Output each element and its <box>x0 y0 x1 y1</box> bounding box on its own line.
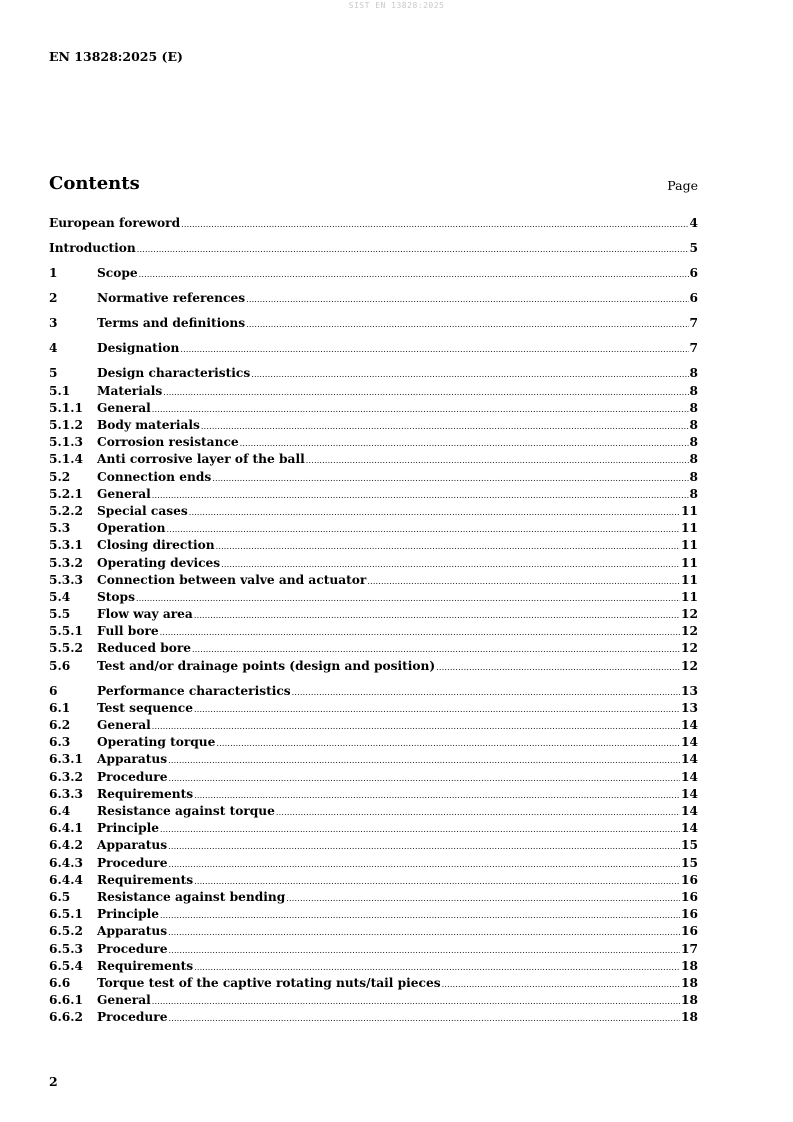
dot-leader <box>168 942 680 959</box>
dot-leader <box>246 316 688 333</box>
dot-leader <box>221 556 680 573</box>
dot-leader <box>251 366 688 383</box>
dot-leader <box>168 856 680 873</box>
toc-entry-page: 14 <box>681 769 698 784</box>
dot-leader <box>194 873 680 890</box>
toc-entry-title: Body materials <box>97 418 200 433</box>
toc-entry-page: 12 <box>681 658 698 673</box>
dot-leader <box>306 452 689 469</box>
toc-entry-page: 11 <box>681 572 698 587</box>
toc-entry[interactable] <box>49 215 698 232</box>
toc-entry-page: 8 <box>689 366 698 381</box>
toc-entry[interactable] <box>49 683 698 700</box>
toc-entry-number: 4 <box>49 341 58 356</box>
toc-entry-number: 5.1.1 <box>49 400 83 415</box>
toc-entry-number: 5.5.1 <box>49 624 83 639</box>
toc-entry-number: 6.5.3 <box>49 941 83 956</box>
toc-entry-page: 16 <box>681 924 698 939</box>
toc-entry[interactable] <box>49 941 698 958</box>
toc-entry-title: Closing direction <box>97 538 215 553</box>
toc-entry[interactable] <box>49 365 698 382</box>
dot-leader <box>212 470 688 487</box>
dot-leader <box>246 291 688 308</box>
toc-entry[interactable] <box>49 923 698 940</box>
toc-entry-number: 6.6.2 <box>49 1010 83 1025</box>
toc-entry-title: Requirements <box>97 872 194 887</box>
dot-leader <box>168 770 680 787</box>
toc-entry[interactable] <box>49 992 698 1009</box>
toc-entry-title: Requirements <box>97 958 194 973</box>
toc-entry[interactable] <box>49 451 698 468</box>
dot-leader <box>276 804 680 821</box>
toc-entry-number: 5.3.1 <box>49 538 83 553</box>
toc-entry-number: 5.1.3 <box>49 435 83 450</box>
toc-entry-title: Scope <box>97 266 138 281</box>
toc-entry[interactable] <box>49 975 698 992</box>
toc-entry-page: 16 <box>681 872 698 887</box>
toc-entry-title: Test sequence <box>97 700 193 715</box>
page-number: 2 <box>49 1074 58 1089</box>
toc-entry-page: 16 <box>681 907 698 922</box>
toc-entry-number: 5.1.4 <box>49 452 83 467</box>
toc-entry-number: 6.5.4 <box>49 958 83 973</box>
toc-entry-title: Apparatus <box>97 924 168 939</box>
toc-entry[interactable] <box>49 640 698 657</box>
toc-entry-number: 5.3.3 <box>49 572 83 587</box>
toc-entry-page: 14 <box>681 718 698 733</box>
toc-entry-number: 6.4.2 <box>49 838 83 853</box>
toc-entry-number: 5.1 <box>49 383 71 398</box>
dot-leader <box>180 341 688 358</box>
toc-entry[interactable] <box>49 606 698 623</box>
toc-entry-number: 6.1 <box>49 700 71 715</box>
toc-entry-title: Corrosion resistance <box>97 435 239 450</box>
toc-entry-number: 6.4.4 <box>49 872 83 887</box>
toc-entry-title: Operating devices <box>97 555 221 570</box>
dot-leader <box>152 718 680 735</box>
toc-entry[interactable] <box>49 290 698 307</box>
toc-entry[interactable] <box>49 469 698 486</box>
toc-entry-number: 6 <box>49 683 58 698</box>
toc-entry-page: 8 <box>689 400 698 415</box>
toc-entry[interactable] <box>49 572 698 589</box>
toc-entry-title: General <box>97 400 151 415</box>
toc-entry-page: 5 <box>689 241 698 256</box>
toc-entry-page: 14 <box>681 804 698 819</box>
toc-entry-number: 5.2.2 <box>49 503 83 518</box>
toc-entry-title: Principle <box>97 821 160 836</box>
toc-entry-page: 7 <box>689 341 698 356</box>
toc-entry-title: Connection ends <box>97 469 212 484</box>
toc-entry-title: Test and/or drainage points (design and position) <box>97 658 436 673</box>
dot-leader <box>286 890 680 907</box>
toc-entry-number: 6.6.1 <box>49 993 83 1008</box>
contents-title: Contents <box>49 173 140 194</box>
dot-leader <box>436 659 680 676</box>
toc-entry-page: 18 <box>681 975 698 990</box>
dot-leader <box>181 216 688 233</box>
dot-leader <box>152 487 689 504</box>
toc-entry-number: 5.1.2 <box>49 418 83 433</box>
toc-entry-page: 18 <box>681 1010 698 1025</box>
toc-entry[interactable] <box>49 769 698 786</box>
toc-entry-page: 18 <box>681 958 698 973</box>
dot-leader <box>163 384 688 401</box>
toc-entry[interactable] <box>49 434 698 451</box>
toc-entry-page: 8 <box>689 469 698 484</box>
toc-entry[interactable] <box>49 872 698 889</box>
dot-leader <box>194 959 680 976</box>
toc-entry-number: 6.3.1 <box>49 752 83 767</box>
toc-entry-page: 14 <box>681 752 698 767</box>
toc-entry[interactable] <box>49 315 698 332</box>
toc-entry-title: Operation <box>97 521 166 536</box>
toc-entry-page: 11 <box>681 538 698 553</box>
dot-leader <box>166 521 680 538</box>
toc-entry-title: Procedure <box>97 769 168 784</box>
toc-entry-title: General <box>97 993 151 1008</box>
toc-entry-page: 8 <box>689 435 698 450</box>
dot-leader <box>152 993 680 1010</box>
dot-leader <box>194 607 680 624</box>
dot-leader <box>216 538 680 555</box>
toc-entry-number: 6.3.2 <box>49 769 83 784</box>
page-column-label: Page <box>667 178 698 193</box>
toc-entry-page: 8 <box>689 486 698 501</box>
toc-entry-number: 6.4.1 <box>49 821 83 836</box>
toc-entry-page: 6 <box>689 266 698 281</box>
toc-entry[interactable] <box>49 837 698 854</box>
toc-entry-page: 8 <box>689 452 698 467</box>
dot-leader <box>240 435 689 452</box>
dot-leader <box>168 1010 680 1027</box>
toc-entry[interactable] <box>49 383 698 400</box>
toc-entry-number: 6.6 <box>49 975 71 990</box>
toc-entry[interactable] <box>49 658 698 675</box>
toc-entry[interactable] <box>49 486 698 503</box>
dot-leader <box>160 624 680 641</box>
toc-entry-page: 16 <box>681 889 698 904</box>
document-id: EN 13828:2025 (E) <box>49 49 183 64</box>
dot-leader <box>194 787 680 804</box>
toc-entry-page: 18 <box>681 993 698 1008</box>
toc-entry-page: 15 <box>681 838 698 853</box>
table-of-contents <box>49 215 698 1026</box>
dot-leader <box>189 504 680 521</box>
toc-entry-title: Apparatus <box>97 752 168 767</box>
toc-entry-title: General <box>97 486 151 501</box>
toc-entry-page: 12 <box>681 624 698 639</box>
toc-entry-page: 11 <box>681 521 698 536</box>
toc-entry[interactable] <box>49 700 698 717</box>
toc-entry[interactable] <box>49 1009 698 1026</box>
dot-leader <box>194 701 680 718</box>
toc-entry-number: 6.4.3 <box>49 855 83 870</box>
toc-entry[interactable] <box>49 340 698 357</box>
toc-entry[interactable] <box>49 958 698 975</box>
toc-entry-number: 5.4 <box>49 589 71 604</box>
toc-entry-page: 13 <box>681 700 698 715</box>
toc-entry-number: 2 <box>49 291 58 306</box>
toc-entry-title: Procedure <box>97 855 168 870</box>
toc-entry-title: Operating torque <box>97 735 216 750</box>
toc-entry-title: Torque test of the captive rotating nuts/tail pieces <box>97 975 441 990</box>
toc-entry-number: 5.5.2 <box>49 641 83 656</box>
toc-entry-page: 8 <box>689 418 698 433</box>
toc-entry-page: 14 <box>681 735 698 750</box>
toc-entry-title: Performance characteristics <box>97 683 291 698</box>
toc-entry-title: Resistance against torque <box>97 804 275 819</box>
toc-entry-title: Terms and definitions <box>97 316 246 331</box>
toc-entry-number: 5.2 <box>49 469 71 484</box>
toc-entry[interactable] <box>49 623 698 640</box>
dot-leader <box>168 924 680 941</box>
toc-entry-title: Designation <box>97 341 180 356</box>
toc-entry-number: 6.3.3 <box>49 786 83 801</box>
toc-entry-number: 5 <box>49 366 58 381</box>
toc-entry-page: 12 <box>681 641 698 656</box>
toc-entry[interactable] <box>49 265 698 282</box>
toc-entry[interactable] <box>49 803 698 820</box>
toc-entry-title: Materials <box>97 383 163 398</box>
toc-entry-number: 6.5 <box>49 889 71 904</box>
toc-entry-title: Stops <box>97 589 135 604</box>
watermark: SIST EN 13828:2025 <box>348 1 445 10</box>
dot-leader <box>139 266 689 283</box>
toc-entry-title: Design characteristics <box>97 366 251 381</box>
dot-leader <box>292 684 680 701</box>
dot-leader <box>201 418 689 435</box>
toc-entry[interactable] <box>49 906 698 923</box>
toc-entry-title: Connection between valve and actuator <box>97 572 367 587</box>
toc-entry[interactable] <box>49 786 698 803</box>
toc-entry-page: 7 <box>689 316 698 331</box>
toc-entry-page: 12 <box>681 607 698 622</box>
toc-entry-page: 14 <box>681 786 698 801</box>
toc-entry-number: 3 <box>49 316 58 331</box>
toc-entry-title: Reduced bore <box>97 641 192 656</box>
toc-entry-title: Introduction <box>49 241 136 256</box>
toc-entry[interactable] <box>49 717 698 734</box>
toc-entry-page: 6 <box>689 291 698 306</box>
toc-entry-title: General <box>97 718 151 733</box>
toc-entry-title: Procedure <box>97 1010 168 1025</box>
toc-entry-title: Normative references <box>97 291 246 306</box>
dot-leader <box>160 907 680 924</box>
toc-entry-title: Apparatus <box>97 838 168 853</box>
toc-entry-page: 15 <box>681 855 698 870</box>
toc-entry-number: 6.2 <box>49 718 71 733</box>
dot-leader <box>152 401 689 418</box>
toc-entry-number: 6.5.2 <box>49 924 83 939</box>
toc-entry[interactable] <box>49 503 698 520</box>
toc-entry-title: Resistance against bending <box>97 889 286 904</box>
dot-leader <box>137 241 689 258</box>
toc-entry[interactable] <box>49 240 698 257</box>
toc-entry-page: 17 <box>681 941 698 956</box>
toc-entry-number: 6.3 <box>49 735 71 750</box>
toc-entry-number: 5.3 <box>49 521 71 536</box>
toc-entry-title: Flow way area <box>97 607 193 622</box>
toc-entry-title: Requirements <box>97 786 194 801</box>
toc-entry-number: 6.4 <box>49 804 71 819</box>
toc-entry-number: 5.5 <box>49 607 71 622</box>
toc-entry-page: 14 <box>681 821 698 836</box>
toc-entry[interactable] <box>49 855 698 872</box>
toc-entry-number: 5.6 <box>49 658 71 673</box>
toc-entry-number: 5.3.2 <box>49 555 83 570</box>
toc-entry[interactable] <box>49 889 698 906</box>
dot-leader <box>160 821 680 838</box>
toc-entry-title: Special cases <box>97 503 188 518</box>
toc-entry-page: 8 <box>689 383 698 398</box>
toc-entry-page: 4 <box>689 216 698 230</box>
dot-leader <box>367 573 680 590</box>
toc-entry-number: 6.5.1 <box>49 907 83 922</box>
toc-entry-number: 5.2.1 <box>49 486 83 501</box>
toc-entry[interactable] <box>49 820 698 837</box>
dot-leader <box>136 590 680 607</box>
toc-entry-page: 11 <box>681 589 698 604</box>
toc-entry[interactable] <box>49 417 698 434</box>
dot-leader <box>168 752 680 769</box>
toc-entry[interactable] <box>49 751 698 768</box>
toc-entry[interactable] <box>49 589 698 606</box>
toc-entry-page: 11 <box>681 503 698 518</box>
dot-leader <box>216 735 680 752</box>
toc-entry-number: 1 <box>49 266 58 281</box>
toc-entry-page: 13 <box>681 683 698 698</box>
toc-entry-title: Full bore <box>97 624 159 639</box>
toc-entry[interactable] <box>49 555 698 572</box>
toc-entry[interactable] <box>49 734 698 751</box>
toc-entry[interactable] <box>49 520 698 537</box>
dot-leader <box>168 838 680 855</box>
toc-entry[interactable] <box>49 537 698 554</box>
toc-entry-page: 11 <box>681 555 698 570</box>
dot-leader <box>192 641 680 658</box>
toc-entry[interactable] <box>49 400 698 417</box>
toc-entry-title: Anti corrosive layer of the ball <box>97 452 305 467</box>
toc-entry-title: Principle <box>97 907 160 922</box>
toc-entry-title: European foreword <box>49 216 181 230</box>
toc-entry-title: Procedure <box>97 941 168 956</box>
dot-leader <box>442 976 680 993</box>
